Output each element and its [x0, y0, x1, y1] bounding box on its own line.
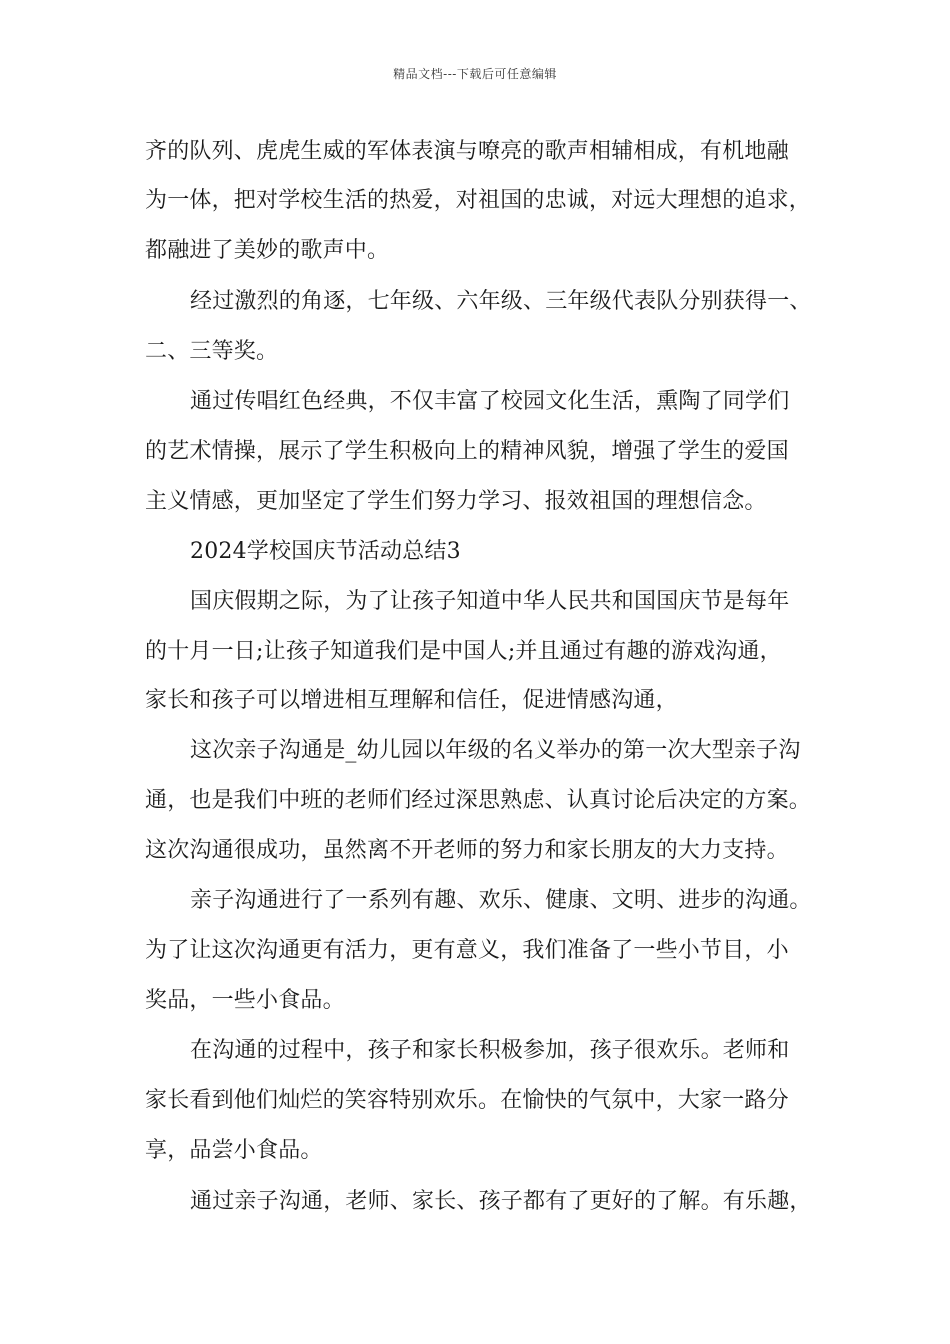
body-line: 都融进了美妙的歌声中。 — [145, 238, 390, 263]
body-line: 二、三等奖。 — [145, 339, 279, 364]
body-line: 通，也是我们中班的老师们经过深思熟虑、认真讨论后决定的方案。 — [145, 788, 812, 813]
body-line: 为了让这次沟通更有活力，更有意义，我们准备了一些小节目，小 — [145, 938, 789, 963]
body-line: 这次沟通很成功，虽然离不开老师的努力和家长朋友的大力支持。 — [145, 838, 789, 863]
body-line: 家长和孩子可以增进相互理解和信任，促进情感沟通， — [145, 688, 678, 713]
body-line: 享，品尝小食品。 — [145, 1138, 323, 1163]
body-line: 齐的队列、虎虎生威的军体表演与嘹亮的歌声相辅相成，有机地融 — [145, 139, 789, 164]
body-line: 奖品，一些小食品。 — [145, 988, 345, 1013]
section-heading: 2024学校国庆节活动总结3 — [190, 539, 461, 564]
body-line: 主义情感，更加坚定了学生们努力学习、报效祖国的理想信念。 — [145, 489, 767, 514]
body-line: 的艺术情操，展示了学生积极向上的精神风貌，增强了学生的爱国 — [145, 439, 789, 464]
page-header: 精品文档---下载后可任意编辑 — [393, 67, 557, 81]
body-line: 为一体，把对学校生活的热爱，对祖国的忠诚，对远大理想的追求， — [145, 188, 812, 213]
paragraph-start-line: 国庆假期之际，为了让孩子知道中华人民共和国国庆节是每年 — [190, 589, 790, 614]
body-line: 的十月一日;让孩子知道我们是中国人;并且通过有趣的游戏沟通， — [145, 639, 782, 664]
paragraph-start-line: 这次亲子沟通是_幼儿园以年级的名义举办的第一次大型亲子沟 — [190, 738, 801, 763]
paragraph-start-line: 亲子沟通进行了一系列有趣、欢乐、健康、文明、进步的沟通。 — [190, 888, 812, 913]
paragraph-start-line: 通过传唱红色经典，不仅丰富了校园文化生活，熏陶了同学们 — [190, 389, 790, 414]
body-line: 家长看到他们灿烂的笑容特别欢乐。在愉快的气氛中，大家一路分 — [145, 1088, 789, 1113]
paragraph-start-line: 经过激烈的角逐，七年级、六年级、三年级代表队分别获得一、 — [190, 289, 812, 314]
paragraph-start-line: 通过亲子沟通，老师、家长、孩子都有了更好的了解。有乐趣， — [190, 1189, 812, 1214]
paragraph-start-line: 在沟通的过程中，孩子和家长积极参加，孩子很欢乐。老师和 — [190, 1038, 790, 1063]
